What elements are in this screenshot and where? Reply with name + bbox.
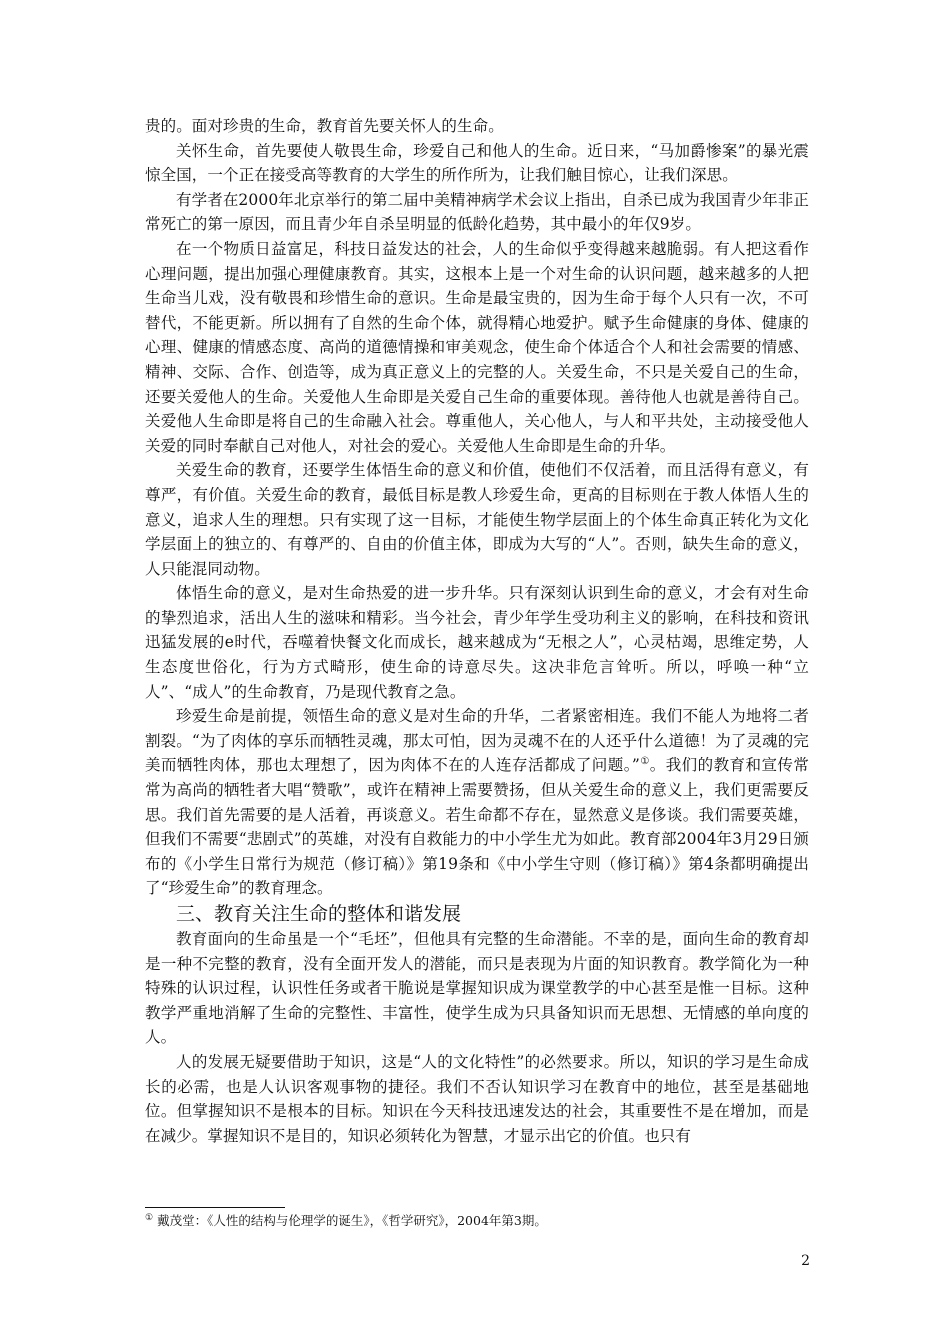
footnote-separator xyxy=(145,1207,285,1208)
quote-paragraph-after: 。我们的教育和宣传常常为高尚的牺牲者大唱“赞歌”，或许在精神上需要赞扬，但从关爱生命的意义上，我们更需要反思。我们首先需要的是人活着，再谈意义。若生命都不存在，显然意义是侈谈。我们需要英雄，但我们不需要“悲剧式”的英雄，对没有自救能力的中小学生尤为如此。教育部2004年3月29日颁布的《小学生日常行为规范（修订稿）》第19条和《中小学生守则（修订稿）》第4条都明确提出了“珍爱生命”的教育理念。 xyxy=(145,756,809,898)
footnote xyxy=(145,1213,809,1229)
paragraph-5: 关爱生命的教育，还要学生体悟生命的意义和价值，使他们不仅活着，而且活得有意义，有尊严，有价值。关爱生命的教育，最低目标是教人珍爱生命，更高的目标则在于教人体悟人生的意义，追求人生的理想。只有实现了这一目标，才能使生物学层面上的个体生命真正转化为文化学层面上的独立的、有尊严的、自由的价值主体，即成为大写的“人”。否则，缺失生命的意义，人只能混同动物。 xyxy=(145,461,809,578)
quote-paragraph-before: 珍爱生命是前提，领悟生命的意义是对生命的升华，二者紧密相连。我们不能人为地将二者割裂。“为了肉体的享乐而牺牲灵魂，那太可怕，因为灵魂不在的人还乎什么道德！为了灵魂的完美而牺牲肉体，那也太理想了，因为肉体不在的人连存活都成了问题。” xyxy=(145,707,809,775)
paragraph-7 xyxy=(145,704,809,901)
paragraph-8: 教育面向的生命虽是一个“毛坯”，但他具有完整的生命潜能。不幸的是，面向生命的教育却是一种不完整的教育，没有全面开发人的潜能，而只是表现为片面的知识教育。教学简化为一种特殊的认识过程，认识性任务或者干脆说是掌握知识成为课堂教学的中心甚至是惟一目标。这种教学严重地消解了生命的完整性、丰富性，使学生成为只具备知识而无思想、无情感的单向度的人。 xyxy=(145,930,809,1047)
footnote-text: 戴茂堂：《人性的结构与伦理学的诞生》，《哲学研究》，2004年第3期。 xyxy=(157,1213,547,1228)
body-text xyxy=(145,114,809,1148)
paragraph-6: 体悟生命的意义，是对生命热爱的进一步升华。只有深刻认识到生命的意义，才会有对生命的挚烈追求，活出人生的滋味和精彩。当今社会，青少年学生受功利主义的影响，在科技和资讯迅猛发展的e时代，吞噬着快餐文化而成长，越来越成为“无根之人”，心灵枯竭，思维定势，人生态度世俗化，行为方式畸形，使生命的诗意尽失。这决非危言耸听。所以，呼唤一种“立人”、“成人”的生命教育，乃是现代教育之急。 xyxy=(145,584,809,701)
footnote-mark: ① xyxy=(145,1212,154,1223)
paragraph-9: 人的发展无疑要借助于知识，这是“人的文化特性”的必然要求。所以，知识的学习是生命成长的必需，也是人认识客观事物的捷径。我们不否认知识学习在教育中的地位，甚至是基础地位。但掌握知识不是根本的目标。知识在今天科技迅速发达的社会，其重要性不是在增加，而是在减少。掌握知识不是目的，知识必须转化为智慧，才显示出它的价值。也只有 xyxy=(145,1052,809,1145)
paragraph-3: 有学者在2000年北京举行的第二届中美精神病学术会议上指出，自杀已成为我国青少年非正常死亡的第一原因，而且青少年自杀呈明显的低龄化趋势，其中最小的年仅9岁。 xyxy=(145,190,809,234)
page-number: 2 xyxy=(801,1253,810,1269)
section-heading: 三、教育关注生命的整体和谐发展 xyxy=(176,903,462,925)
paragraph-1: 贵的。面对珍贵的生命，教育首先要关怀人的生命。 xyxy=(145,117,504,135)
paragraph-2: 关怀生命，首先要使人敬畏生命，珍爱自己和他人的生命。近日来，“马加爵惨案”的暴光震惊全国，一个正在接受高等教育的大学生的所作所为，让我们触目惊心，让我们深思。 xyxy=(145,141,809,185)
paragraph-4: 在一个物质日益富足，科技日益发达的社会，人的生命似乎变得越来越脆弱。有人把这看作心理问题，提出加强心理健康教育。其实，这根本上是一个对生命的认识问题，越来越多的人把生命当儿戏，没有敬畏和珍惜生命的意识。生命是最宝贵的，因为生命于每个人只有一次，不可替代，不能更新。所以拥有了自然的生命个体，就得精心地爱护。赋予生命健康的身体、健康的心理、健康的情感态度、高尚的道德情操和审美观念，使生命个体适合个人和社会需要的情感、精神、交际、合作、创造等，成为真正意义上的完整的人。关爱生命，不只是关爱自己的生命，还要关爱他人的生命。关爱他人生命即是关爱自己生命的重要体现。善待他人也就是善待自己。关爱他人生命即是将自己的生命融入社会。尊重他人，关心他人，与人和平共处，主动接受他人关爱的同时奉献自己对他人，对社会的爱心。关爱他人生命即是生命的升华。 xyxy=(145,239,809,455)
footnote-reference[interactable]: ① xyxy=(639,756,650,768)
